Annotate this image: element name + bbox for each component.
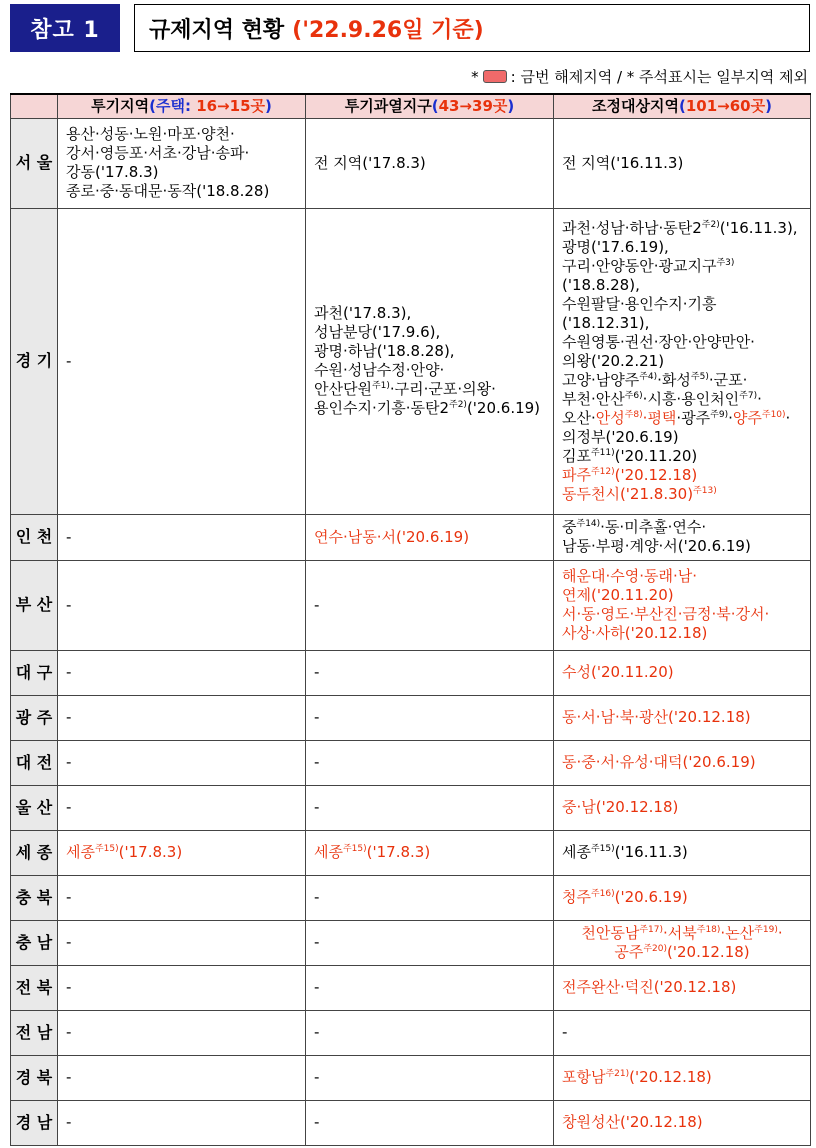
region-ulsan: 울 산	[11, 785, 58, 830]
cell-speculation: -	[58, 965, 306, 1010]
cell-speculation: -	[58, 560, 306, 650]
reference-date: ('22.9.26일 기준)	[292, 17, 484, 43]
cell-adjustment: 천안동남$^{주17)}$·서북$^{주18)}$·논산$^{주19)}$· 공주$^{주20)}$('20.12.18)	[554, 920, 811, 965]
region-gyeongnam: 경 남	[11, 1100, 58, 1145]
table-row	[11, 208, 811, 514]
cell-overheated: -	[306, 875, 554, 920]
table-row	[11, 965, 811, 1010]
table-row	[11, 118, 811, 208]
region-gyeongbuk: 경 북	[11, 1055, 58, 1100]
region-seoul: 서 울	[11, 118, 58, 208]
cell-overheated: -	[306, 785, 554, 830]
cell-speculation: -	[58, 650, 306, 695]
cell-overheated: -	[306, 1010, 554, 1055]
cell-adjustment: 세종$^{주15)}$('16.11.3)	[554, 830, 811, 875]
region-jeonnam: 전 남	[11, 1010, 58, 1055]
cell-speculation: -	[58, 785, 306, 830]
cell-speculation: -	[58, 695, 306, 740]
cell-adjustment: 전 지역('16.11.3)	[554, 118, 811, 208]
cell-overheated: -	[306, 560, 554, 650]
cell-overheated: 연수·남동·서('20.6.19)	[306, 514, 554, 560]
released-area-swatch	[483, 70, 507, 83]
reference-badge: 참고 1	[10, 4, 120, 52]
region-incheon: 인 천	[11, 514, 58, 560]
cell-adjustment: 포항남$^{주21)}$('20.12.18)	[554, 1055, 811, 1100]
legend-prefix: *	[471, 67, 479, 86]
cell-adjustment: 해운대·수영·동래·남· 연제('20.11.20) 서·동·영도·부산진·금정·북·강서· 사상·사하('20.12.18)	[554, 560, 811, 650]
cell-overheated: 과천('17.8.3), 성남분당('17.9.6), 광명·하남('18.8.28), 수원·성남수정·안양· 안산단원$^{주1)}$·구리·군포·의왕· 용인수지·기흥·동탄$2^{주2)}('20.6.19)$	[306, 208, 554, 514]
cell-speculation: -	[58, 875, 306, 920]
header-speculation-zone: 투기지역(주택: 16→15곳)	[58, 94, 306, 118]
cell-overheated: -	[306, 1055, 554, 1100]
cell-speculation: -	[58, 514, 306, 560]
region-sejong: 세 종	[11, 830, 58, 875]
cell-adjustment: 동·중·서·유성·대덕('20.6.19)	[554, 740, 811, 785]
table-row	[11, 830, 811, 875]
cell-adjustment: 과천·성남·하남·동탄$2^{주2)}('16.11.3)$, 광명('17.6.19), 구리·안양동안·광교지구$^{주3)}$('18.8.28), 수원팔달·용인수지·기흥('18.12.31), 수원영통·권선·장안·안양만안· 의왕('20.2.21) 고양·남양주$^{주4)}$·화성$^{주5)}$·군포· 부천·안산$^{주6)}$·시흥·용인처인$^{주7)}$· 오산·안성$^{주8)}$·평택·광주$^{주9)}$·양주$^{주10)}$· 의정부('20.6.19) 김포$^{주11)}$('20.11.20) 파주$^{주12)}$('20.12.18) 동두천시$('21.8.30)^{주13)}$	[554, 208, 811, 514]
cell-speculation: 용산·성동·노원·마포·양천· 강서·영등포·서초·강남·송파· 강동('17.8.3) 종로·중·동대문·동작('18.8.28)	[58, 118, 306, 208]
cell-speculation: 세종$^{주15)}$('17.8.3)	[58, 830, 306, 875]
cell-overheated: -	[306, 920, 554, 965]
cell-adjustment: 청주$^{주16)}$('20.6.19)	[554, 875, 811, 920]
table-row	[11, 514, 811, 560]
cell-adjustment: 중$^{주14)}$·동·미추홀·연수· 남동·부평·계양·서('20.6.19)	[554, 514, 811, 560]
region-jeonbuk: 전 북	[11, 965, 58, 1010]
region-chungbuk: 충 북	[11, 875, 58, 920]
header-overheated-zone: 투기과열지구(43→39곳)	[306, 94, 554, 118]
cell-adjustment: 수성('20.11.20)	[554, 650, 811, 695]
table-row	[11, 1010, 811, 1055]
cell-adjustment: 중·남('20.12.18)	[554, 785, 811, 830]
cell-overheated: -	[306, 650, 554, 695]
cell-speculation: -	[58, 920, 306, 965]
table-row	[11, 1055, 811, 1100]
cell-speculation: -	[58, 1055, 306, 1100]
cell-adjustment: 전주완산·덕진('20.12.18)	[554, 965, 811, 1010]
table-row	[11, 1100, 811, 1145]
cell-adjustment: 창원성산('20.12.18)	[554, 1100, 811, 1145]
table-row	[11, 695, 811, 740]
cell-overheated: 전 지역('17.8.3)	[306, 118, 554, 208]
cell-adjustment: 동·서·남·북·광산('20.12.18)	[554, 695, 811, 740]
region-daejeon: 대 전	[11, 740, 58, 785]
page-title: 규제지역 현황	[149, 17, 285, 43]
table-row	[11, 560, 811, 650]
page-title-box	[134, 4, 810, 52]
header-region	[11, 94, 58, 118]
table-row	[11, 785, 811, 830]
legend-note	[471, 66, 808, 87]
legend-text: : 금번 해제지역 / * 주석표시는 일부지역 제외	[510, 68, 808, 86]
header-adjustment-zone: 조정대상지역(101→60곳)	[554, 94, 811, 118]
cell-overheated: 세종$^{주15)}$('17.8.3)	[306, 830, 554, 875]
region-chungnam: 충 남	[11, 920, 58, 965]
table-row	[11, 875, 811, 920]
cell-overheated: -	[306, 1100, 554, 1145]
table-row	[11, 650, 811, 695]
cell-speculation: -	[58, 208, 306, 514]
region-busan: 부 산	[11, 560, 58, 650]
cell-speculation: -	[58, 1010, 306, 1055]
cell-speculation: -	[58, 1100, 306, 1145]
region-gwangju: 광 주	[11, 695, 58, 740]
cell-overheated: -	[306, 965, 554, 1010]
regulated-areas-table	[10, 93, 811, 1146]
cell-adjustment: -	[554, 1010, 811, 1055]
cell-overheated: -	[306, 740, 554, 785]
table-row	[11, 920, 811, 965]
table-header-row	[11, 94, 811, 118]
page-header	[10, 4, 810, 52]
cell-overheated: -	[306, 695, 554, 740]
table-row	[11, 740, 811, 785]
region-gyeonggi: 경 기	[11, 208, 58, 514]
region-daegu: 대 구	[11, 650, 58, 695]
cell-speculation: -	[58, 740, 306, 785]
